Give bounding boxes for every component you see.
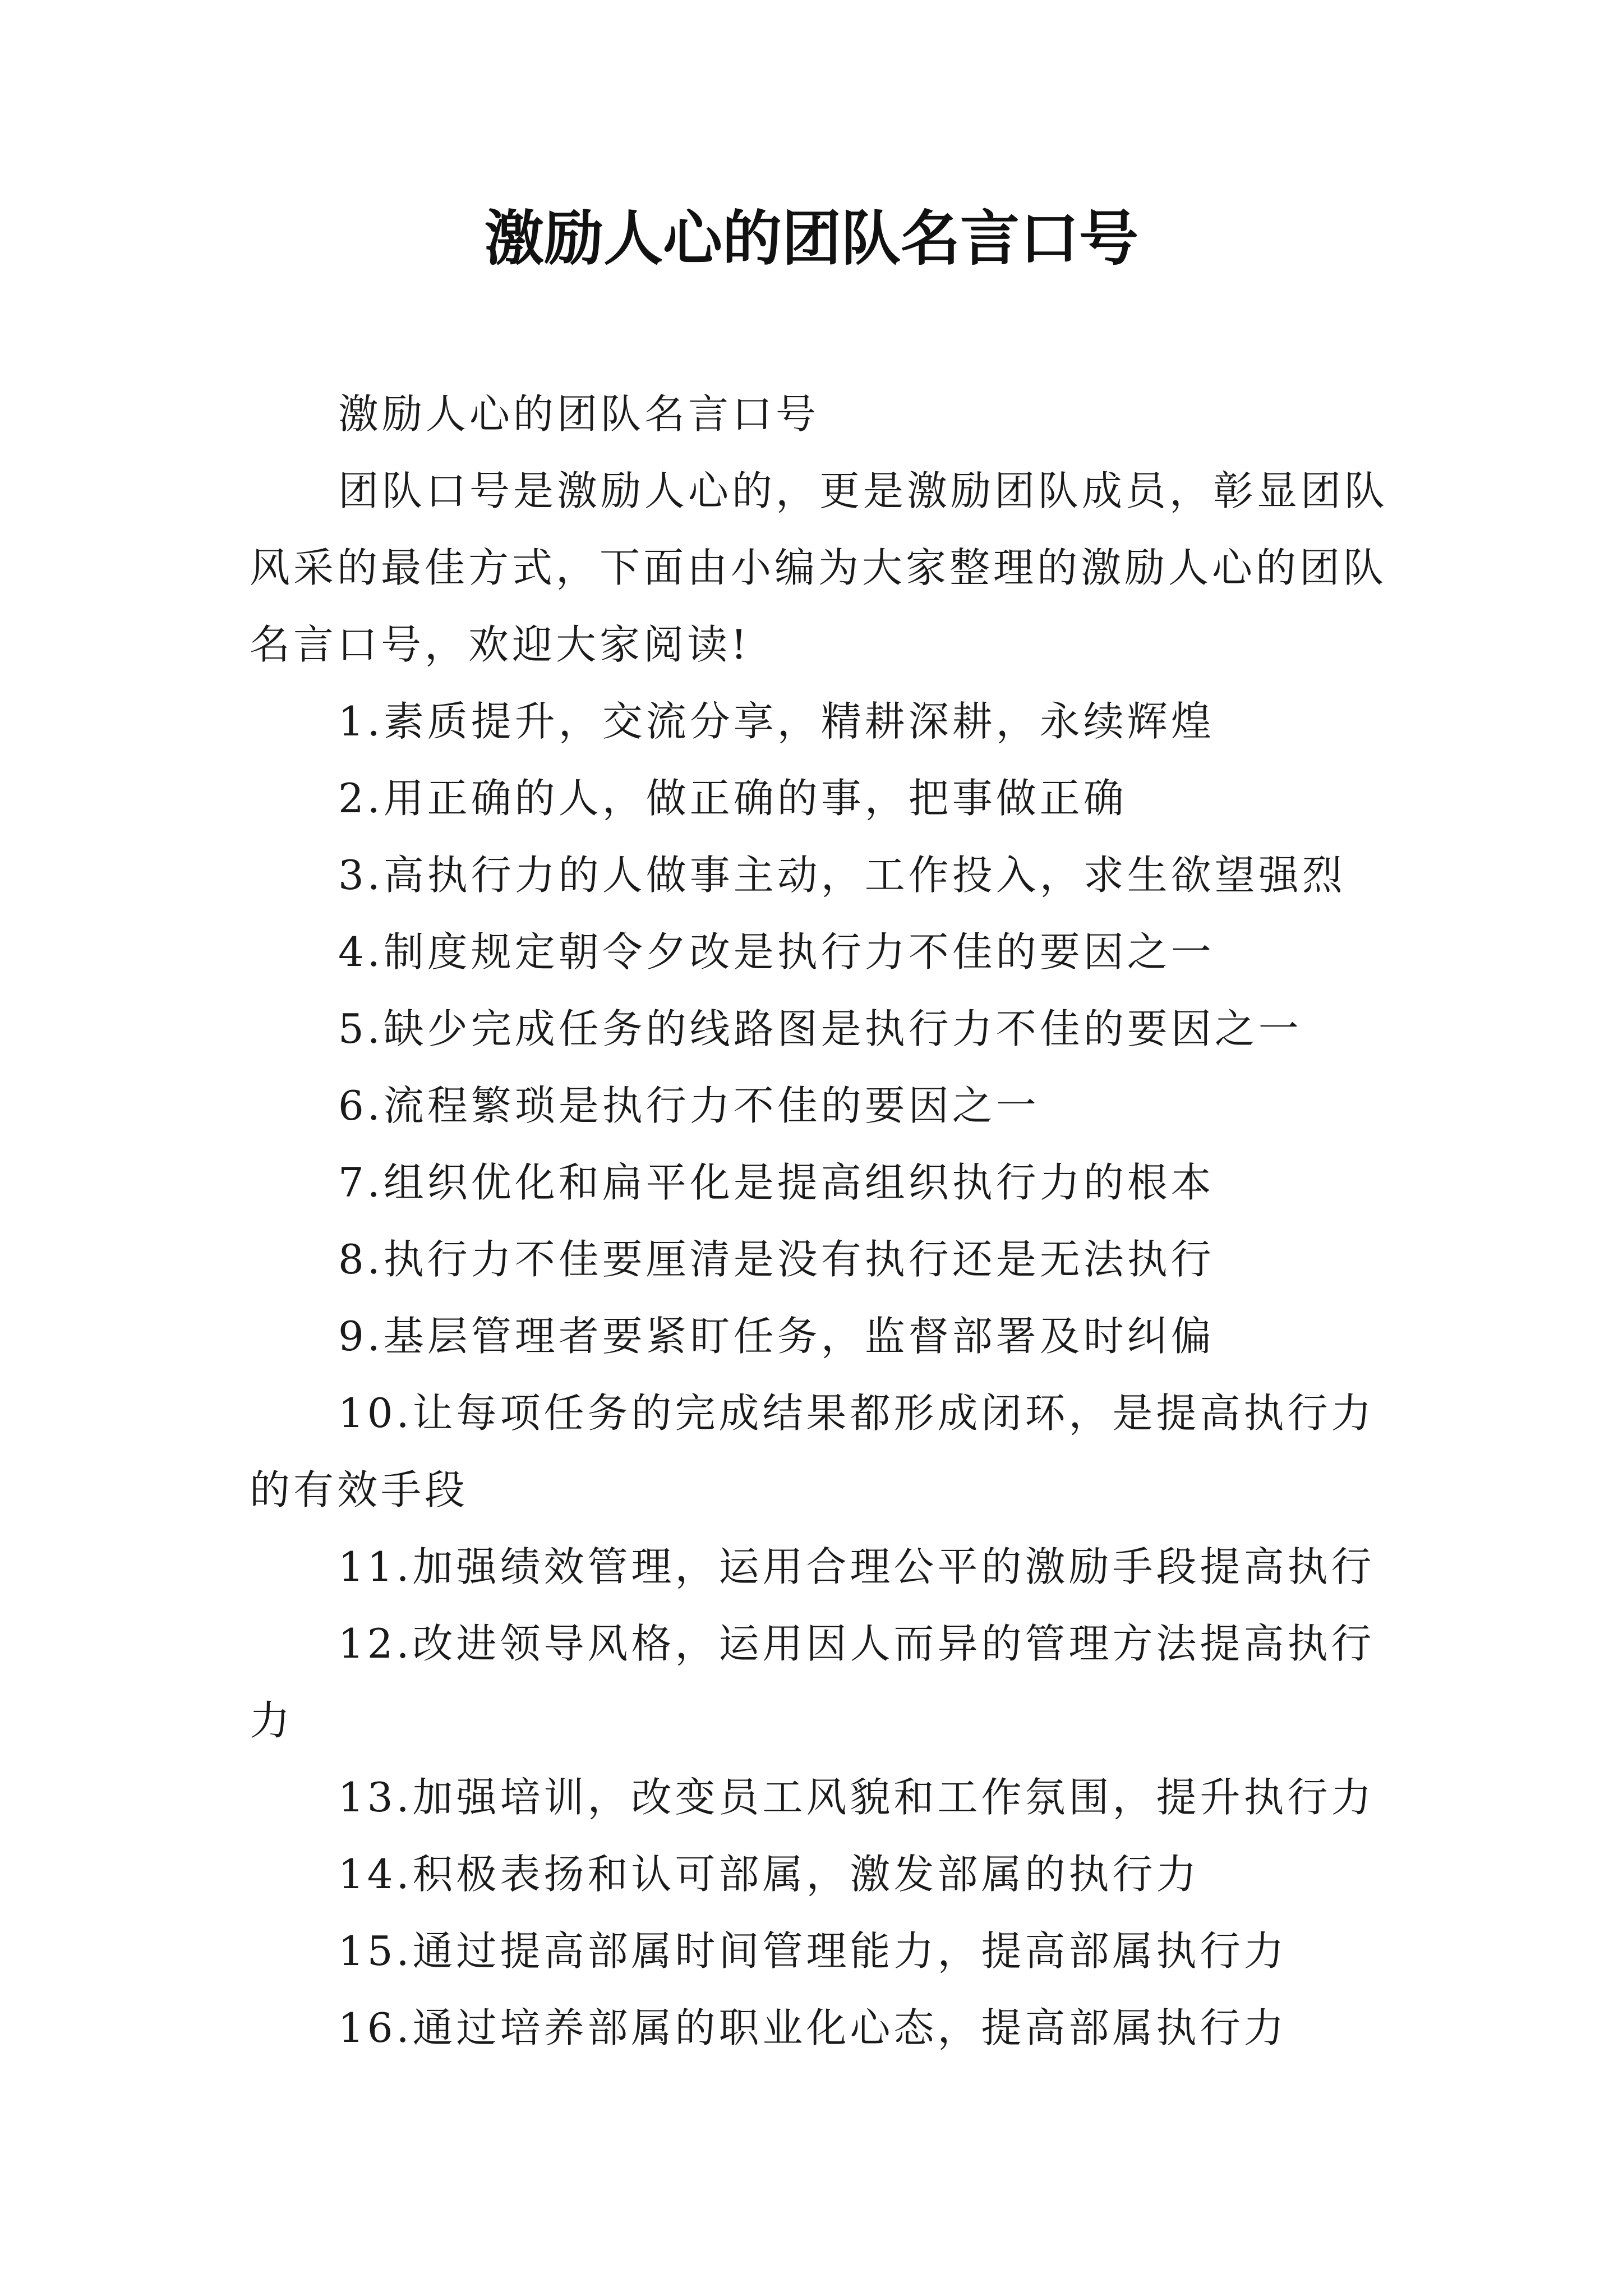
slogan-item: 8.执行力不佳要厘清是没有执行还是无法执行 <box>338 1236 1215 1283</box>
slogan-item: 7.组织优化和扁平化是提高组织执行力的根本 <box>338 1159 1215 1206</box>
slogan-item: 16.通过培养部属的职业化心态，提高部属执行力 <box>338 2004 1288 2051</box>
slogan-item: 10.让每项任务的完成结果都形成闭环，是提高执行力的有效手段 <box>250 1389 1375 1513</box>
slogan-item: 15.通过提高部属时间管理能力，提高部属执行力 <box>338 1927 1288 1975</box>
slogan-item: 2.用正确的人，做正确的事，把事做正确 <box>338 775 1127 822</box>
slogan-item: 5.缺少完成任务的线路图是执行力不佳的要因之一 <box>338 1005 1302 1052</box>
slogan-item: 3.高执行力的人做事主动，工作投入，求生欲望强烈 <box>338 852 1346 899</box>
slogan-item: 1.素质提升，交流分享，精耕深耕，永续辉煌 <box>338 698 1215 745</box>
slogan-item: 13.加强培训，改变员工风貌和工作氛围，提升执行力 <box>338 1774 1375 1821</box>
slogan-item: 6.流程繁琐是执行力不佳的要因之一 <box>338 1082 1040 1129</box>
document-title: 激励人心的团队名言口号 <box>485 203 1138 273</box>
slogan-item: 4.制度规定朝令夕改是执行力不佳的要因之一 <box>338 928 1215 976</box>
slogan-item: 11.加强绩效管理，运用合理公平的激励手段提高执行 <box>338 1543 1375 1590</box>
paragraph-intro: 团队口号是激励人心的，更是激励团队成员，彰显团队风采的最佳方式，下面由小编为大家整理的激励人心的团队名言口号，欢迎大家阅读! <box>250 467 1389 668</box>
slogan-item: 14.积极表扬和认可部属，激发部属的执行力 <box>338 1851 1200 1898</box>
slogan-item: 9.基层管理者要紧盯任务，监督部署及时纠偏 <box>338 1313 1215 1360</box>
paragraph-heading: 激励人心的团队名言口号 <box>338 390 820 438</box>
document-body <box>250 376 1388 2067</box>
slogan-item: 12.改进领导风格，运用因人而异的管理方法提高执行力 <box>250 1620 1375 1744</box>
